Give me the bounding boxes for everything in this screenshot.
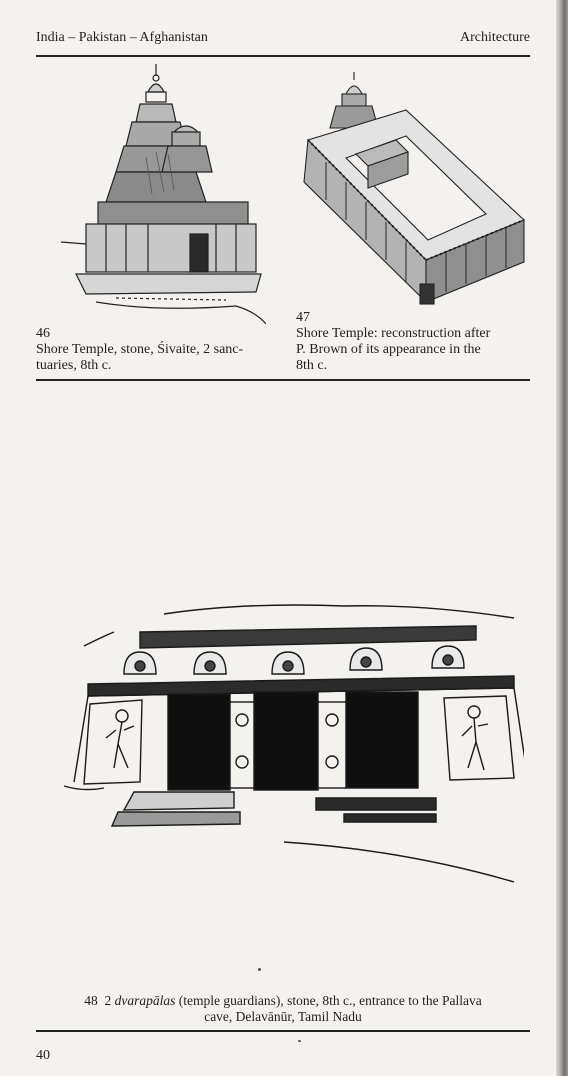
caption-48 xyxy=(36,993,530,1025)
caption-47-line1: Shore Temple: reconstruction after xyxy=(296,326,491,341)
figure-48-cave-entrance-drawing xyxy=(44,596,524,886)
figure-number-48: 48 xyxy=(84,993,98,1008)
figure-47-reconstruction-drawing xyxy=(296,70,528,310)
page-edge-shadow xyxy=(556,0,568,1076)
print-speck xyxy=(258,968,261,971)
caption-47-line3: 8th c. xyxy=(296,358,328,373)
caption-48-prefix: 2 xyxy=(104,993,115,1008)
running-head-right: Architecture xyxy=(460,30,530,45)
caption-48-rest: (temple guardians), stone, 8th c., entrance to the Pallava xyxy=(175,993,482,1008)
header-rule xyxy=(36,55,530,57)
page-number: 40 xyxy=(36,1048,50,1063)
mid-rule xyxy=(36,379,530,381)
caption-47 xyxy=(296,310,530,374)
footer-rule xyxy=(36,1030,530,1032)
running-head xyxy=(36,30,530,50)
caption-46 xyxy=(36,326,256,374)
print-speck xyxy=(298,1040,301,1042)
caption-48-line1 xyxy=(36,993,530,1009)
caption-48-italic-term: dvarapālas xyxy=(114,993,176,1008)
caption-46-line1: Shore Temple, stone, Śivaite, 2 sanc- xyxy=(36,342,244,357)
running-head-left: India – Pakistan – Afghanistan xyxy=(36,30,208,45)
figure-46-temple-drawing xyxy=(56,62,266,324)
caption-48-line2: cave, Delavānūr, Tamil Nadu xyxy=(204,1009,362,1024)
caption-47-line2: P. Brown of its appearance in the xyxy=(296,342,481,357)
figure-number-46: 46 xyxy=(36,326,50,341)
caption-46-line2: tuaries, 8th c. xyxy=(36,358,112,373)
figure-number-47: 47 xyxy=(296,310,310,325)
